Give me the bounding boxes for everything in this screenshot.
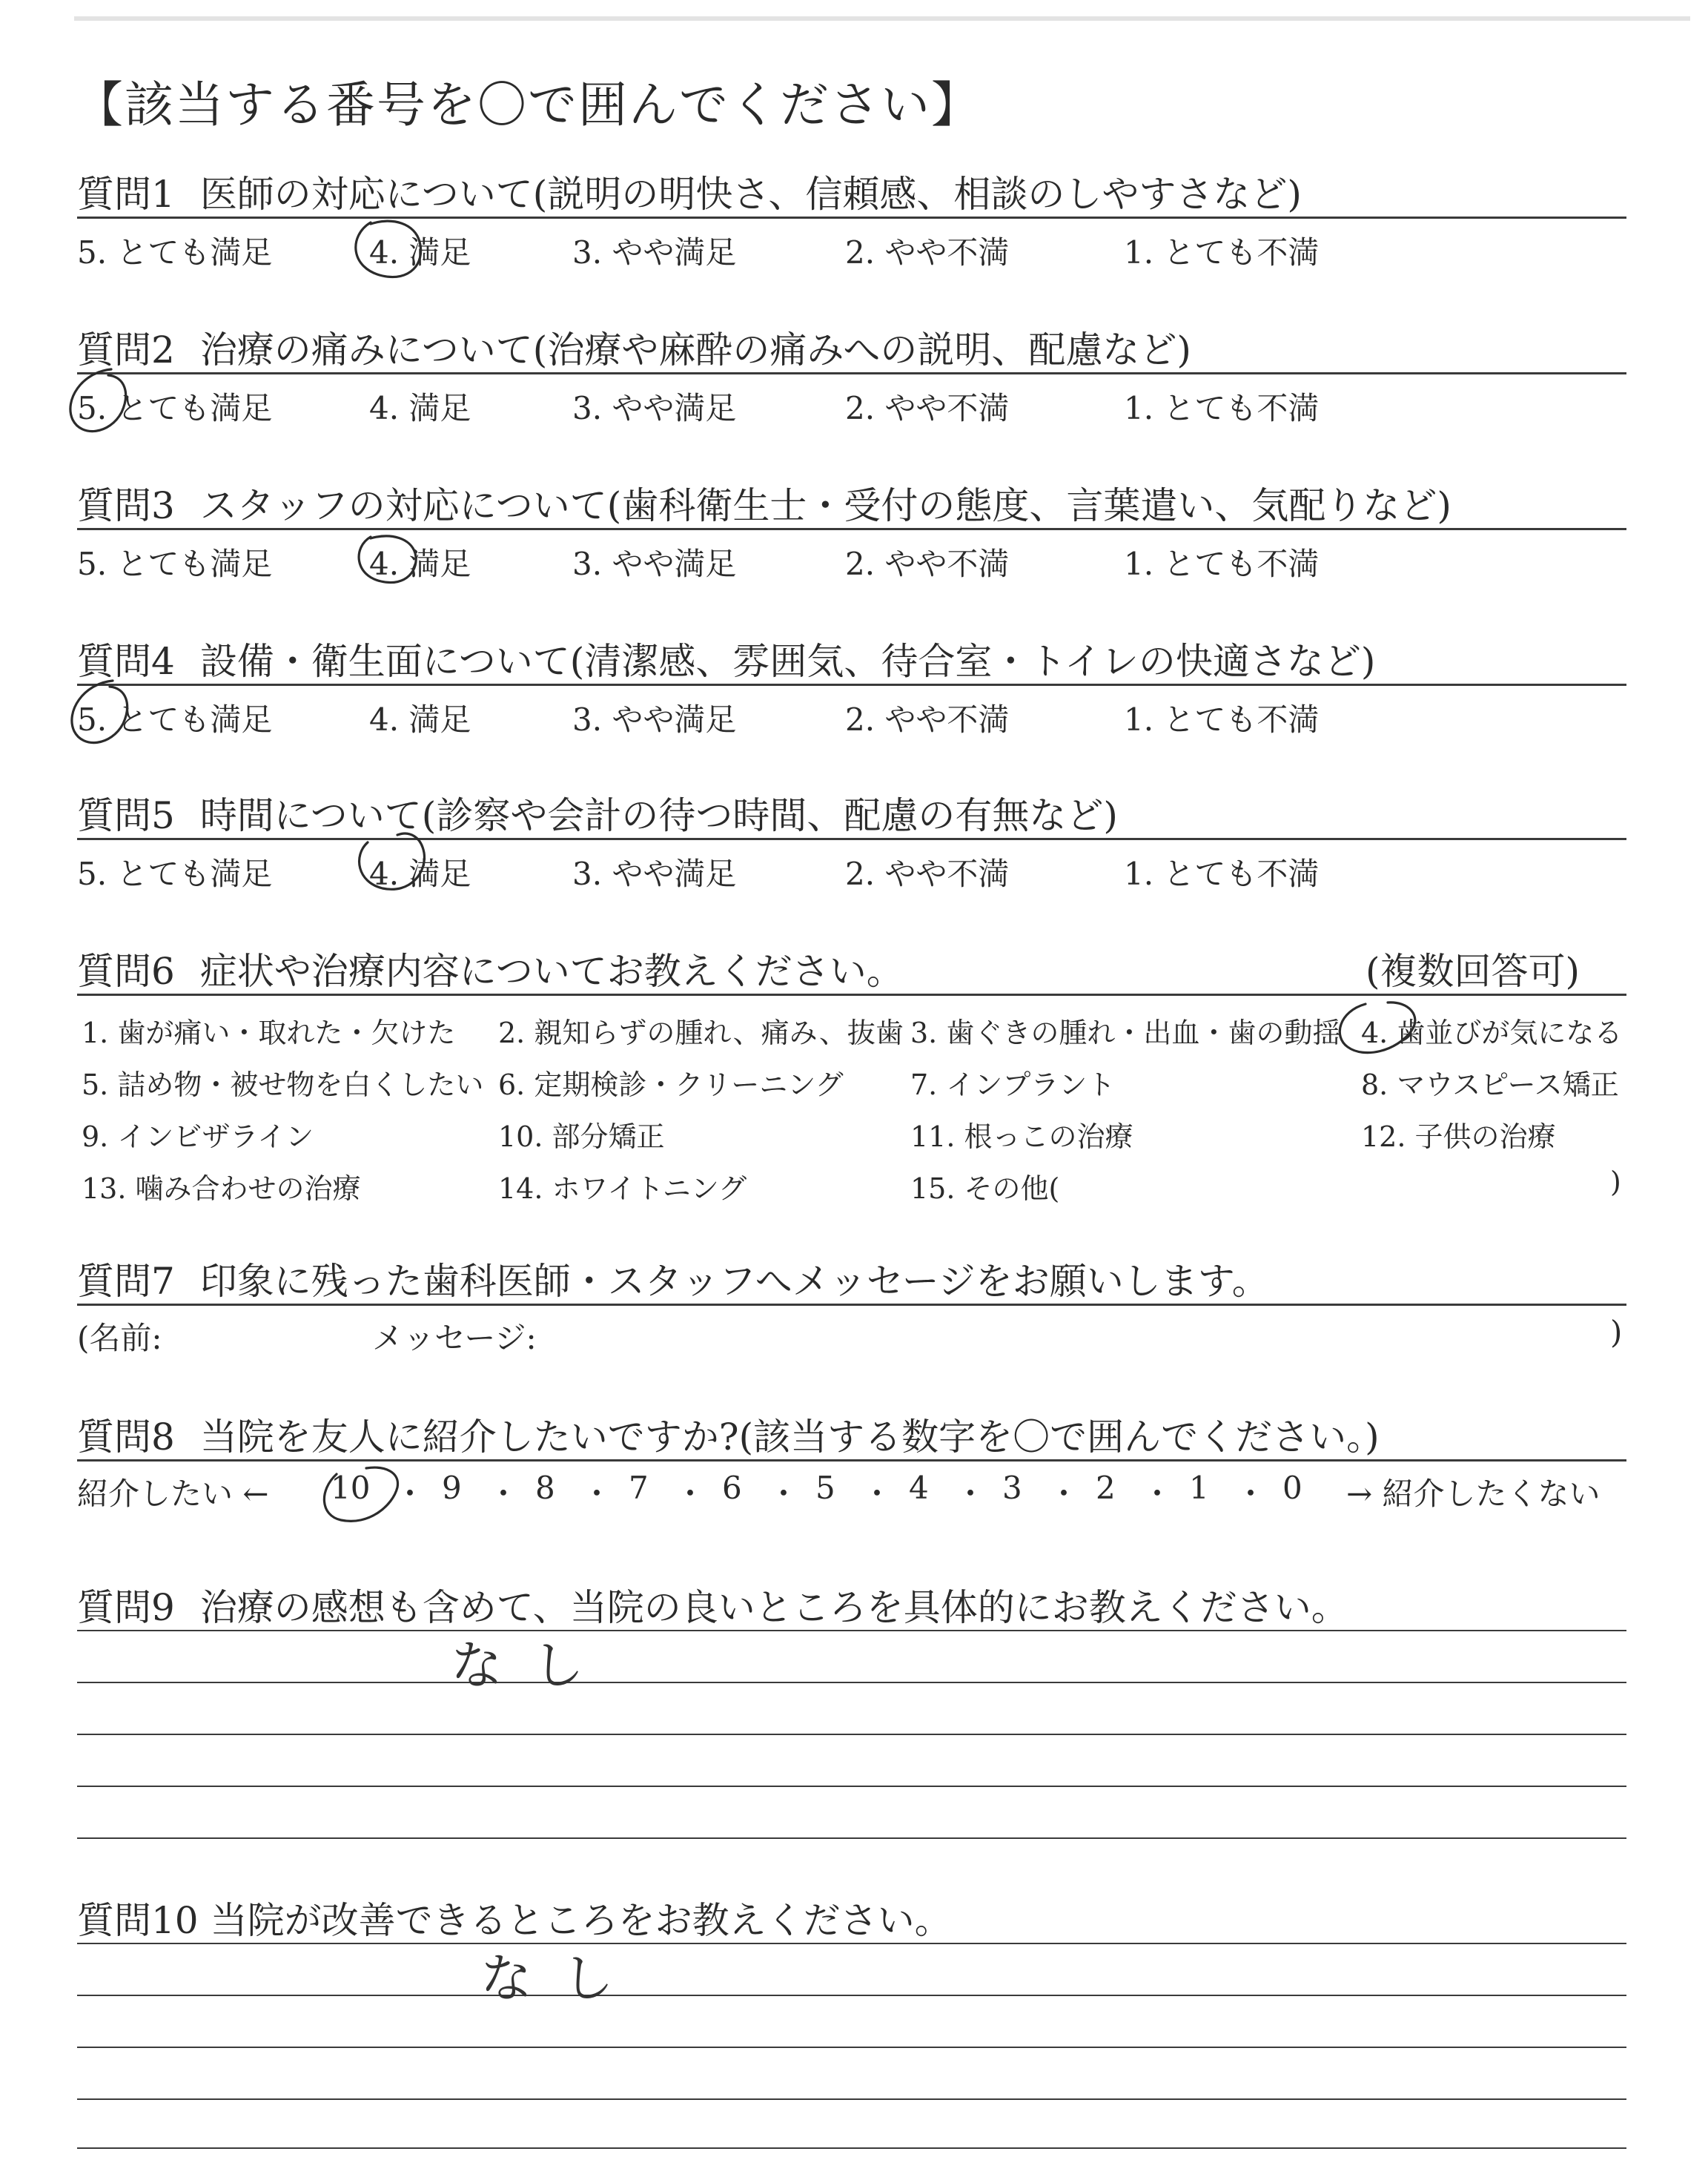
q8-value-3[interactable]: 3 — [1002, 1470, 1022, 1506]
question-5-rule — [77, 838, 1626, 840]
q10-handwritten-answer: なし — [480, 1948, 643, 2009]
question-8-rule — [77, 1459, 1626, 1462]
q2-option-2[interactable]: 2. やや不満 — [845, 390, 1010, 426]
question-2-rule — [77, 372, 1626, 374]
question-8 — [77, 1407, 1380, 1461]
q8-value-2[interactable]: 2 — [1096, 1470, 1116, 1506]
top-edge-line — [74, 16, 1690, 21]
q8-value-6[interactable]: 6 — [722, 1470, 742, 1506]
question-2-number: 質問2 — [77, 328, 175, 371]
q8-separator: ・ — [675, 1476, 706, 1512]
q3-option-4[interactable]: 4. 満足 — [369, 546, 471, 582]
q1-option-1[interactable]: 1. とても不満 — [1124, 234, 1320, 271]
question-6-note: (複数回答可) — [1366, 950, 1580, 993]
q9-answer-line[interactable] — [77, 1630, 1626, 1631]
q8-value-9[interactable]: 9 — [442, 1470, 462, 1506]
q6-item-6[interactable]: 6. 定期検診・クリーニング — [498, 1069, 844, 1101]
question-5-text: 時間について(診察や会計の待つ時間、配慮の有無など) — [199, 794, 1118, 837]
q2-option-1[interactable]: 1. とても不満 — [1124, 390, 1320, 426]
question-1-text: 医師の対応について(説明の明快さ、信頼感、相談のしやすさなど) — [199, 173, 1302, 216]
question-6-text: 症状や治療内容についてお教えください。 — [199, 950, 904, 993]
q8-value-7[interactable]: 7 — [629, 1470, 649, 1506]
q6-item-5[interactable]: 5. 詰め物・被せ物を白くしたい — [82, 1069, 484, 1101]
q6-other-close-paren: ) — [1610, 1166, 1621, 1198]
q8-separator: ・ — [1142, 1476, 1174, 1512]
question-3-rule — [77, 528, 1626, 530]
q5-option-1[interactable]: 1. とても不満 — [1124, 856, 1320, 892]
q8-separator: ・ — [861, 1476, 893, 1512]
q3-option-3[interactable]: 3. やや満足 — [572, 546, 737, 582]
question-2-text: 治療の痛みについて(治療や麻酔の痛みへの説明、配慮など) — [199, 328, 1191, 371]
q8-value-8[interactable]: 8 — [535, 1470, 555, 1506]
q4-option-1[interactable]: 1. とても不満 — [1124, 701, 1320, 738]
q8-value-0[interactable]: 0 — [1282, 1470, 1302, 1506]
question-10-number: 質問10 — [77, 1899, 199, 1942]
question-6-number: 質問6 — [77, 950, 175, 993]
q2-option-3[interactable]: 3. やや満足 — [572, 390, 737, 426]
q6-item-10[interactable]: 10. 部分矯正 — [498, 1120, 665, 1153]
q4-option-4[interactable]: 4. 満足 — [369, 701, 471, 738]
q4-option-5[interactable]: 5. とても満足 — [77, 701, 273, 738]
q6-item-13[interactable]: 13. 噛み合わせの治療 — [82, 1172, 361, 1205]
question-6-rule — [77, 994, 1626, 996]
question-8-text: 当院を友人に紹介したいですか?(該当する数字を〇で囲んでください。) — [199, 1416, 1380, 1459]
q10-answer-line[interactable] — [77, 2047, 1626, 2048]
q4-option-2[interactable]: 2. やや不満 — [845, 701, 1010, 738]
q9-answer-line[interactable] — [77, 1837, 1626, 1839]
form-title: 【該当する番号を〇で囲んでください】 — [74, 76, 982, 133]
q8-separator: ・ — [955, 1476, 987, 1512]
q9-answer-line[interactable] — [77, 1734, 1626, 1735]
question-3-text: スタッフの対応について(歯科衛生士・受付の態度、言葉遣い、気配りなど) — [199, 484, 1452, 527]
question-8-number: 質問8 — [77, 1416, 175, 1459]
question-1 — [77, 165, 1302, 218]
question-5-number: 質問5 — [77, 794, 175, 837]
q5-option-3[interactable]: 3. やや満足 — [572, 856, 737, 892]
question-5 — [77, 786, 1118, 839]
question-3 — [77, 476, 1452, 529]
q9-answer-line[interactable] — [77, 1786, 1626, 1787]
q8-separator: ・ — [768, 1476, 800, 1512]
question-7 — [77, 1252, 1269, 1305]
q10-answer-line[interactable] — [77, 1943, 1626, 1944]
q6-item-15[interactable]: 15. その他( — [910, 1172, 1060, 1205]
q3-option-5[interactable]: 5. とても満足 — [77, 546, 273, 582]
q2-option-5[interactable]: 5. とても満足 — [77, 390, 273, 426]
q8-separator: ・ — [488, 1476, 520, 1512]
q8-separator: ・ — [1048, 1476, 1080, 1512]
q5-option-5[interactable]: 5. とても満足 — [77, 856, 273, 892]
question-3-number: 質問3 — [77, 484, 175, 527]
q1-option-4[interactable]: 4. 満足 — [369, 234, 471, 271]
q8-left-label: 紹介したい ← — [77, 1476, 269, 1512]
question-4-text: 設備・衛生面について(清潔感、雰囲気、待合室・トイレの快適さなど) — [199, 640, 1376, 683]
question-9 — [77, 1578, 1348, 1631]
question-1-rule — [77, 217, 1626, 219]
q6-item-11[interactable]: 11. 根っこの治療 — [910, 1120, 1133, 1153]
q10-answer-line[interactable] — [77, 2147, 1626, 2149]
q8-separator: ・ — [581, 1476, 613, 1512]
q8-right-label: → 紹介したくない — [1346, 1476, 1601, 1512]
q4-option-3[interactable]: 3. やや満足 — [572, 701, 737, 738]
q8-separator: ・ — [394, 1476, 426, 1512]
q6-item-3[interactable]: 3. 歯ぐきの腫れ・出血・歯の動揺 — [910, 1017, 1341, 1049]
q5-option-4[interactable]: 4. 満足 — [369, 856, 471, 892]
q8-value-10[interactable]: 10 — [331, 1470, 371, 1506]
q6-item-9[interactable]: 9. インビザライン — [82, 1120, 314, 1153]
q3-option-2[interactable]: 2. やや不満 — [845, 546, 1010, 582]
question-2 — [77, 320, 1191, 374]
q6-item-12[interactable]: 12. 子供の治療 — [1361, 1120, 1556, 1153]
q8-value-4[interactable]: 4 — [909, 1470, 929, 1506]
question-7-rule — [77, 1304, 1626, 1306]
q6-item-8[interactable]: 8. マウスピース矯正 — [1361, 1069, 1619, 1101]
q7-close-paren: ) — [1610, 1314, 1623, 1350]
q3-option-1[interactable]: 1. とても不満 — [1124, 546, 1320, 582]
q2-option-4[interactable]: 4. 満足 — [369, 390, 471, 426]
question-9-number: 質問9 — [77, 1586, 175, 1629]
q5-option-2[interactable]: 2. やや不満 — [845, 856, 1010, 892]
q7-name-label: (名前: — [77, 1320, 162, 1356]
question-6 — [77, 942, 904, 995]
q1-option-2[interactable]: 2. やや不満 — [845, 234, 1010, 271]
q7-message-label: メッセージ: — [372, 1320, 537, 1356]
question-1-number: 質問1 — [77, 173, 175, 216]
q8-separator: ・ — [1235, 1476, 1267, 1512]
question-9-text: 治療の感想も含めて、当院の良いところを具体的にお教えください。 — [199, 1586, 1348, 1629]
q9-handwritten-answer: なし — [451, 1635, 614, 1696]
q6-item-2[interactable]: 2. 親知らずの腫れ、痛み、抜歯 — [498, 1017, 904, 1049]
q6-item-1[interactable]: 1. 歯が痛い・取れた・欠けた — [82, 1017, 456, 1049]
q1-option-5[interactable]: 5. とても満足 — [77, 234, 273, 271]
q6-item-7[interactable]: 7. インプラント — [910, 1069, 1116, 1101]
question-4-number: 質問4 — [77, 640, 175, 683]
question-7-number: 質問7 — [77, 1260, 175, 1303]
question-10-text: 当院が改善できるところをお教えください。 — [210, 1899, 952, 1942]
question-4-rule — [77, 684, 1626, 686]
q8-value-1[interactable]: 1 — [1189, 1470, 1209, 1506]
q6-item-14[interactable]: 14. ホワイトニング — [498, 1172, 747, 1205]
question-4 — [77, 632, 1375, 685]
q6-item-4[interactable]: 4. 歯並びが気になる — [1361, 1017, 1623, 1049]
q1-option-3[interactable]: 3. やや満足 — [572, 234, 737, 271]
q10-answer-line[interactable] — [77, 2098, 1626, 2100]
q9-answer-line[interactable] — [77, 1682, 1626, 1683]
q10-answer-line[interactable] — [77, 1995, 1626, 1996]
question-7-text: 印象に残った歯科医師・スタッフへメッセージをお願いします。 — [199, 1260, 1269, 1303]
q8-value-5[interactable]: 5 — [815, 1470, 835, 1506]
